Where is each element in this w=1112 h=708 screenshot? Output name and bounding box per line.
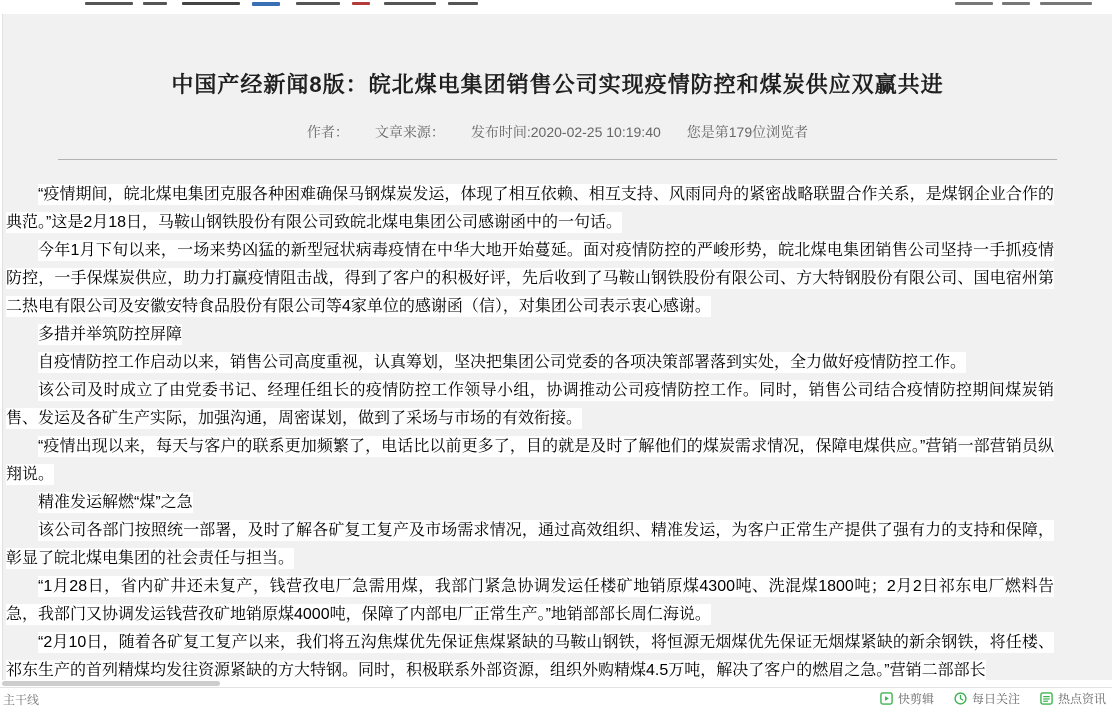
article-paragraph: 自疫情防控工作启动以来，销售公司高度重视，认真筹划，坚决把集团公司党委的各项决策部署落到实处，全力做好疫情防控工作。 bbox=[38, 354, 967, 371]
article-subheading: 多措并举筑防控屏障 bbox=[38, 326, 183, 343]
hot-news-icon bbox=[1040, 692, 1053, 705]
article-panel bbox=[2, 14, 1112, 680]
status-tool-快剪辑[interactable] bbox=[880, 690, 934, 707]
clipped-text-fragment bbox=[955, 2, 993, 5]
horizontal-scrollbar-thumb[interactable] bbox=[2, 681, 220, 686]
status-tool-每日关注[interactable] bbox=[954, 690, 1020, 707]
clipped-top-nav bbox=[0, 0, 1112, 14]
clipped-text-fragment bbox=[182, 2, 240, 5]
article-paragraph: “疫情出现以来，每天与客户的联系更加频繁了，电话比以前更多了，目的就是及时了解他们的煤炭需求情况，保障电煤供应。”营销一部营销员纵翔说。 bbox=[6, 438, 1054, 483]
status-tool-label: 每日关注 bbox=[971, 692, 1020, 706]
meta-author-label: 作者： bbox=[306, 124, 349, 140]
article-paragraph: “1月28日，省内矿井还未复产，钱营孜电厂急需用煤，我部门紧急协调发运任楼矿地销原煤4300吨、洗混煤1800吨；2月2日祁东电厂燃料告急，我部门又协调发运钱营孜矿地销原煤4000吨，保障了内部电厂正常生产。”地销部部长周仁海说。 bbox=[6, 578, 1054, 623]
clipped-text-fragment bbox=[1002, 2, 1030, 5]
video-clip-icon bbox=[880, 692, 893, 705]
daily-follow-icon bbox=[954, 692, 967, 705]
browser-status-bar bbox=[0, 687, 1112, 707]
article-paragraph: 该公司及时成立了由党委书记、经理任组长的疫情防控工作领导小组，协调推动公司疫情防控工作。同时，销售公司结合疫情防控期间煤炭销售、发运及各矿生产实际，加强沟通，周密谋划，做到了采场与市场的有效衔接。 bbox=[6, 382, 1054, 427]
status-tool-label: 热点资讯 bbox=[1057, 692, 1106, 706]
clipped-text-fragment bbox=[384, 2, 436, 5]
status-left-text: 主干线 bbox=[3, 693, 40, 707]
status-tool-热点资讯[interactable] bbox=[1040, 690, 1106, 707]
article-paragraph: 该公司各部门按照统一部署，及时了解各矿复工复产及市场需求情况，通过高效组织、精准发运，为客户正常生产提供了强有力的支持和保障，彰显了皖北煤电集团的社会责任与担当。 bbox=[6, 522, 1054, 567]
article-meta bbox=[3, 122, 1112, 142]
status-tool-label: 快剪辑 bbox=[897, 692, 934, 706]
page-title: 中国产经新闻8版：皖北煤电集团销售公司实现疫情防控和煤炭供应双赢共进 bbox=[171, 72, 944, 97]
meta-publish-time: 发布时间:2020-02-25 10:19:40 bbox=[470, 124, 661, 140]
article-paragraph: 今年1月下旬以来，一场来势凶猛的新型冠状病毒疫情在中华大地开始蔓延。面对疫情防控的严峻形势，皖北煤电集团销售公司坚持一手抓疫情防控，一手保煤炭供应，助力打赢疫情阻击战，得到了客户的积极好评，先后收到了马鞍山钢铁股份有限公司、方大特钢股份有限公司、国电宿州第二热电有限公司及安徽安特食品股份有限公司等4家单位的感谢函（信），对集团公司表示衷心感谢。 bbox=[6, 242, 1054, 315]
meta-visitor-count: 您是第179位浏览者 bbox=[686, 124, 809, 140]
status-quick-tools bbox=[880, 690, 1106, 707]
clipped-text-fragment bbox=[252, 2, 280, 6]
clipped-text-fragment bbox=[85, 2, 133, 5]
article-paragraph: “2月10日，随着各矿复工复产以来，我们将五沟焦煤优先保证焦煤紧缺的马鞍山钢铁，将恒源无烟煤优先保证无烟煤紧缺的新余钢铁，将任楼、祁东生产的首列精煤均发往资源紧缺的方大特钢。同时，积极联系外部资源，组织外购精煤4.5万吨，解决了客户的燃眉之急。”营销二部部长 bbox=[6, 634, 1054, 679]
article-paragraph: “疫情期间，皖北煤电集团克服各种困难确保马钢煤炭发运，体现了相互依赖、相互支持、风雨同舟的紧密战略联盟合作关系，是煤钢企业合作的典范。”这是2月18日，马鞍山钢铁股份有限公司致皖北煤电集团公司感谢函中的一句话。 bbox=[6, 186, 1054, 231]
clipped-text-fragment bbox=[143, 2, 167, 5]
clipped-text-fragment bbox=[448, 2, 478, 5]
meta-source-label: 文章来源： bbox=[374, 124, 445, 140]
article-subheading: 精准发运解燃“煤”之急 bbox=[38, 494, 193, 511]
article-body bbox=[3, 160, 1112, 685]
clipped-text-fragment bbox=[296, 2, 340, 5]
clipped-text-fragment bbox=[1040, 2, 1092, 5]
clipped-text-fragment bbox=[352, 2, 370, 5]
horizontal-scrollbar[interactable] bbox=[0, 680, 1112, 687]
